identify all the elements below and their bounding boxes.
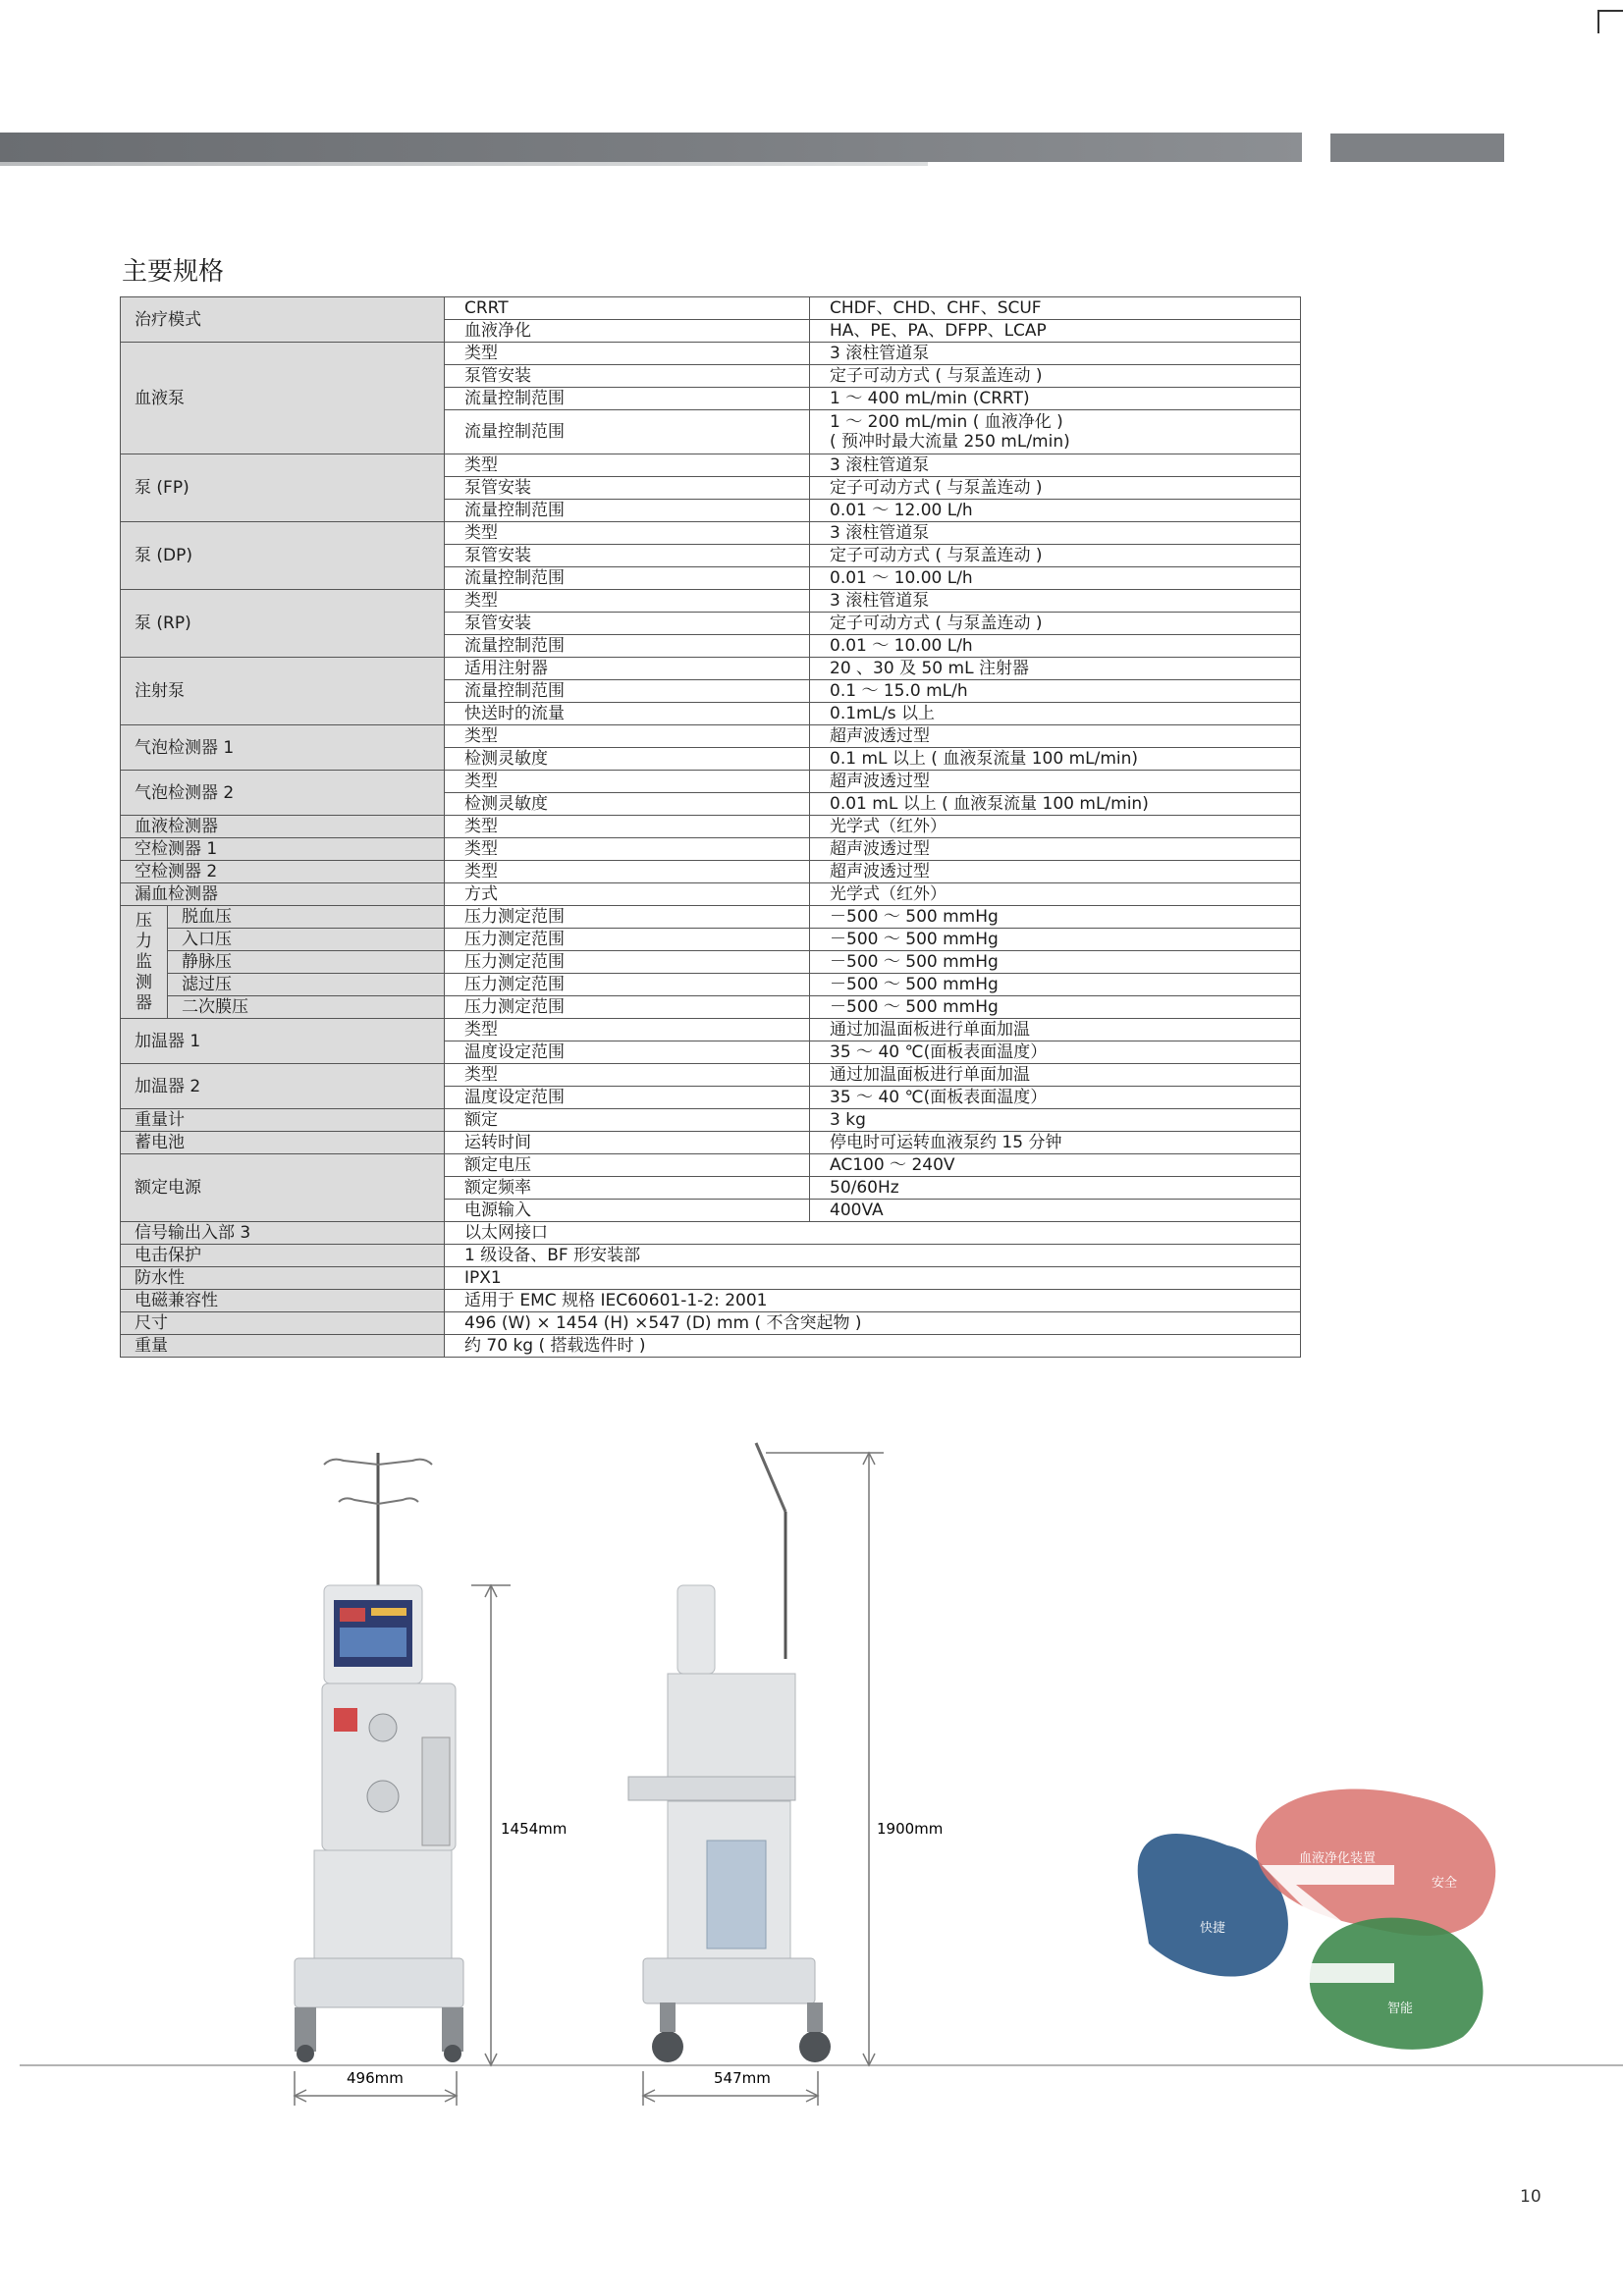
spec-item: 检测灵敏度 bbox=[445, 748, 810, 771]
spec-row bbox=[121, 658, 1301, 680]
spec-value-line: 1 ～ 200 mL/min ( 血液净化 ) bbox=[830, 412, 1063, 432]
spec-item: 流量控制范围 bbox=[445, 410, 810, 454]
spec-row bbox=[121, 929, 1301, 951]
logo-right-label: 安全 bbox=[1432, 1876, 1458, 1891]
spec-item: 类型 bbox=[445, 816, 810, 838]
spec-item: 泵管安装 bbox=[445, 477, 810, 500]
pressure-subcategory: 滤过压 bbox=[168, 974, 445, 996]
spec-category: 重量 bbox=[121, 1335, 445, 1358]
spec-value: 0.1mL/s 以上 bbox=[810, 703, 1301, 725]
spec-value: 通过加温面板进行单面加温 bbox=[810, 1064, 1301, 1087]
spec-item: 泵管安装 bbox=[445, 365, 810, 388]
spec-category: 血液检测器 bbox=[121, 816, 445, 838]
spec-value: 定子可动方式 ( 与泵盖连动 ) bbox=[810, 477, 1301, 500]
spec-item: 类型 bbox=[445, 838, 810, 861]
spec-value: －500 ～ 500 mmHg bbox=[810, 951, 1301, 974]
spec-category: 泵 (FP) bbox=[121, 454, 445, 522]
spec-item: 温度设定范围 bbox=[445, 1041, 810, 1064]
spec-value: 适用于 EMC 规格 IEC60601-1-2: 2001 bbox=[445, 1290, 1301, 1312]
spec-value: 通过加温面板进行单面加温 bbox=[810, 1019, 1301, 1041]
spec-value: 超声波透过型 bbox=[810, 838, 1301, 861]
spec-value: 定子可动方式 ( 与泵盖连动 ) bbox=[810, 545, 1301, 567]
spec-value: 3 kg bbox=[810, 1109, 1301, 1132]
spec-value: IPX1 bbox=[445, 1267, 1301, 1290]
spec-category: 泵 (DP) bbox=[121, 522, 445, 590]
header-band bbox=[0, 133, 1302, 162]
spec-item: 血液净化 bbox=[445, 320, 810, 343]
spec-value-line: ( 预冲时最大流量 250 mL/min) bbox=[830, 432, 1070, 452]
spec-value: 35 ～ 40 ℃(面板表面温度） bbox=[810, 1087, 1301, 1109]
spec-value: 光学式（红外） bbox=[810, 816, 1301, 838]
spec-item: 额定 bbox=[445, 1109, 810, 1132]
spec-row bbox=[121, 1335, 1301, 1358]
spec-value: 3 滚柱管道泵 bbox=[810, 590, 1301, 613]
spec-value: 0.01 ～ 10.00 L/h bbox=[810, 567, 1301, 590]
total-height-label: 1900mm bbox=[877, 1820, 944, 1838]
depth-label: 547mm bbox=[714, 2069, 771, 2087]
spec-item: 压力测定范围 bbox=[445, 996, 810, 1019]
spec-item: 压力测定范围 bbox=[445, 974, 810, 996]
spec-value: 496 (W) × 1454 (H) ×547 (D) mm ( 不含突起物 ) bbox=[445, 1312, 1301, 1335]
spec-value: 3 滚柱管道泵 bbox=[810, 522, 1301, 545]
spec-item: 压力测定范围 bbox=[445, 906, 810, 929]
spec-value: 35 ～ 40 ℃(面板表面温度） bbox=[810, 1041, 1301, 1064]
spec-value: 定子可动方式 ( 与泵盖连动 ) bbox=[810, 365, 1301, 388]
logo-center-label: 血液净化装置 bbox=[1299, 1851, 1377, 1866]
spec-item: 流量控制范围 bbox=[445, 388, 810, 410]
pressure-monitor-label bbox=[121, 906, 168, 1019]
spec-item: 泵管安装 bbox=[445, 545, 810, 567]
crop-mark bbox=[1598, 10, 1623, 12]
spec-category: 气泡检测器 1 bbox=[121, 725, 445, 771]
spec-value: 0.01 ～ 10.00 L/h bbox=[810, 635, 1301, 658]
spec-value: 以太网接口 bbox=[445, 1222, 1301, 1245]
base-side bbox=[643, 1958, 815, 2003]
spec-item: 流量控制范围 bbox=[445, 635, 810, 658]
spec-row bbox=[121, 861, 1301, 883]
spec-category: 血液泵 bbox=[121, 343, 445, 454]
logo-blob-red bbox=[1256, 1789, 1495, 1936]
spec-category: 泵 (RP) bbox=[121, 590, 445, 658]
spec-item: 类型 bbox=[445, 861, 810, 883]
spec-category: 治疗模式 bbox=[121, 297, 445, 343]
spec-item: 类型 bbox=[445, 771, 810, 793]
spec-item: 类型 bbox=[445, 454, 810, 477]
spec-category: 漏血检测器 bbox=[121, 883, 445, 906]
pressure-monitor-char: 器 bbox=[135, 992, 152, 1013]
header-band-shadow bbox=[0, 162, 928, 166]
spec-value: 3 滚柱管道泵 bbox=[810, 343, 1301, 365]
spec-category: 电磁兼容性 bbox=[121, 1290, 445, 1312]
spec-row bbox=[121, 816, 1301, 838]
header-tab bbox=[1330, 133, 1504, 162]
spec-item: 泵管安装 bbox=[445, 613, 810, 635]
pressure-subcategory: 二次膜压 bbox=[168, 996, 445, 1019]
spec-value: －500 ～ 500 mmHg bbox=[810, 929, 1301, 951]
spec-value: 光学式（红外） bbox=[810, 883, 1301, 906]
device-figure bbox=[0, 1433, 1623, 2120]
spec-value bbox=[810, 410, 1301, 454]
device-front-view bbox=[295, 1453, 463, 2062]
spec-item: 额定频率 bbox=[445, 1177, 810, 1200]
spec-row bbox=[121, 996, 1301, 1019]
spec-row bbox=[121, 1290, 1301, 1312]
spec-value: 20 、30 及 50 mL 注射器 bbox=[810, 658, 1301, 680]
spec-row bbox=[121, 838, 1301, 861]
spec-item: 类型 bbox=[445, 590, 810, 613]
spec-row bbox=[121, 906, 1301, 929]
spec-item: 温度设定范围 bbox=[445, 1087, 810, 1109]
spec-item: 流量控制范围 bbox=[445, 500, 810, 522]
spec-category: 重量计 bbox=[121, 1109, 445, 1132]
spec-row bbox=[121, 1064, 1301, 1087]
spec-item: 适用注射器 bbox=[445, 658, 810, 680]
spec-item: 压力测定范围 bbox=[445, 929, 810, 951]
spec-value: 超声波透过型 bbox=[810, 771, 1301, 793]
spec-value: 1 级设备、BF 形安装部 bbox=[445, 1245, 1301, 1267]
spec-item: 方式 bbox=[445, 883, 810, 906]
base bbox=[295, 1958, 463, 2007]
spec-row bbox=[121, 454, 1301, 477]
cabinet bbox=[314, 1850, 452, 1958]
spec-row bbox=[121, 1132, 1301, 1154]
spec-item: 压力测定范围 bbox=[445, 951, 810, 974]
spec-value: 0.1 ～ 15.0 mL/h bbox=[810, 680, 1301, 703]
spec-item: 检测灵敏度 bbox=[445, 793, 810, 816]
spec-item: 类型 bbox=[445, 1019, 810, 1041]
spec-value: 定子可动方式 ( 与泵盖连动 ) bbox=[810, 613, 1301, 635]
spec-category: 信号输出入部 3 bbox=[121, 1222, 445, 1245]
spec-item: 电源输入 bbox=[445, 1200, 810, 1222]
spec-value: 0.01 mL 以上 ( 血液泵流量 100 mL/min) bbox=[810, 793, 1301, 816]
spec-category: 蓄电池 bbox=[121, 1132, 445, 1154]
spec-item: 流量控制范围 bbox=[445, 567, 810, 590]
spec-value: 50/60Hz bbox=[810, 1177, 1301, 1200]
spec-table bbox=[120, 296, 1301, 1358]
spec-category: 空检测器 2 bbox=[121, 861, 445, 883]
pressure-monitor-char: 监 bbox=[135, 951, 152, 972]
spec-item: CRRT bbox=[445, 297, 810, 320]
spec-category: 电击保护 bbox=[121, 1245, 445, 1267]
spec-row bbox=[121, 951, 1301, 974]
pressure-subcategory: 脱血压 bbox=[168, 906, 445, 929]
monitor-side bbox=[677, 1585, 715, 1674]
spec-row bbox=[121, 1312, 1301, 1335]
spec-item: 类型 bbox=[445, 343, 810, 365]
spec-row bbox=[121, 771, 1301, 793]
pressure-monitor-char: 测 bbox=[135, 972, 152, 992]
spec-value: 停电时可运转血液泵约 15 分钟 bbox=[810, 1132, 1301, 1154]
spec-value: 0.01 ～ 12.00 L/h bbox=[810, 500, 1301, 522]
spec-row bbox=[121, 1109, 1301, 1132]
spec-item: 类型 bbox=[445, 522, 810, 545]
spec-row bbox=[121, 1245, 1301, 1267]
spec-row bbox=[121, 1019, 1301, 1041]
pressure-monitor-char: 压 bbox=[135, 910, 152, 931]
spec-value: HA、PE、PA、DFPP、LCAP bbox=[810, 320, 1301, 343]
spec-category: 加温器 2 bbox=[121, 1064, 445, 1109]
spec-category: 尺寸 bbox=[121, 1312, 445, 1335]
device-side-view bbox=[628, 1443, 831, 2062]
spec-item: 流量控制范围 bbox=[445, 680, 810, 703]
scale-bag bbox=[707, 1841, 766, 1949]
spec-row bbox=[121, 590, 1301, 613]
spec-item: 快送时的流量 bbox=[445, 703, 810, 725]
product-logo bbox=[1138, 1789, 1496, 2050]
spec-category: 气泡检测器 2 bbox=[121, 771, 445, 816]
spec-row bbox=[121, 1154, 1301, 1177]
blood-line bbox=[334, 1708, 357, 1732]
spec-category: 加温器 1 bbox=[121, 1019, 445, 1064]
logo-left-label: 快捷 bbox=[1200, 1921, 1226, 1936]
spec-value: －500 ～ 500 mmHg bbox=[810, 974, 1301, 996]
spec-value: 超声波透过型 bbox=[810, 861, 1301, 883]
crop-mark bbox=[1597, 10, 1599, 33]
spec-row bbox=[121, 1222, 1301, 1245]
pressure-subcategory: 静脉压 bbox=[168, 951, 445, 974]
spec-item: 运转时间 bbox=[445, 1132, 810, 1154]
spec-row bbox=[121, 725, 1301, 748]
logo-bottom-label: 智能 bbox=[1387, 2002, 1414, 2016]
spec-row bbox=[121, 522, 1301, 545]
section-title: 主要规格 bbox=[122, 257, 225, 287]
height-label: 1454mm bbox=[501, 1820, 568, 1838]
spec-value: 3 滚柱管道泵 bbox=[810, 454, 1301, 477]
spec-value: 400VA bbox=[810, 1200, 1301, 1222]
pressure-subcategory: 入口压 bbox=[168, 929, 445, 951]
width-label: 496mm bbox=[347, 2069, 404, 2087]
spec-value: CHDF、CHD、CHF、SCUF bbox=[810, 297, 1301, 320]
spec-item: 类型 bbox=[445, 1064, 810, 1087]
pressure-monitor-char: 力 bbox=[135, 931, 152, 951]
spec-value: 超声波透过型 bbox=[810, 725, 1301, 748]
spec-value: －500 ～ 500 mmHg bbox=[810, 906, 1301, 929]
spec-row bbox=[121, 343, 1301, 365]
spec-item: 类型 bbox=[445, 725, 810, 748]
spec-item: 额定电压 bbox=[445, 1154, 810, 1177]
spec-category: 防水性 bbox=[121, 1267, 445, 1290]
spec-category: 空检测器 1 bbox=[121, 838, 445, 861]
spec-value: 1 ～ 400 mL/min (CRRT) bbox=[810, 388, 1301, 410]
page-number: 10 bbox=[1520, 2187, 1542, 2207]
spec-value: 0.1 mL 以上 ( 血液泵流量 100 mL/min) bbox=[810, 748, 1301, 771]
spec-category: 注射泵 bbox=[121, 658, 445, 725]
spec-row bbox=[121, 297, 1301, 320]
spec-row bbox=[121, 974, 1301, 996]
spec-row bbox=[121, 1267, 1301, 1290]
logo-blob-green bbox=[1310, 1918, 1484, 2050]
spec-value: 约 70 kg ( 搭载选件时 ) bbox=[445, 1335, 1301, 1358]
spec-value: －500 ～ 500 mmHg bbox=[810, 996, 1301, 1019]
spec-row bbox=[121, 883, 1301, 906]
spec-category: 额定电源 bbox=[121, 1154, 445, 1222]
spec-value: AC100 ～ 240V bbox=[810, 1154, 1301, 1177]
